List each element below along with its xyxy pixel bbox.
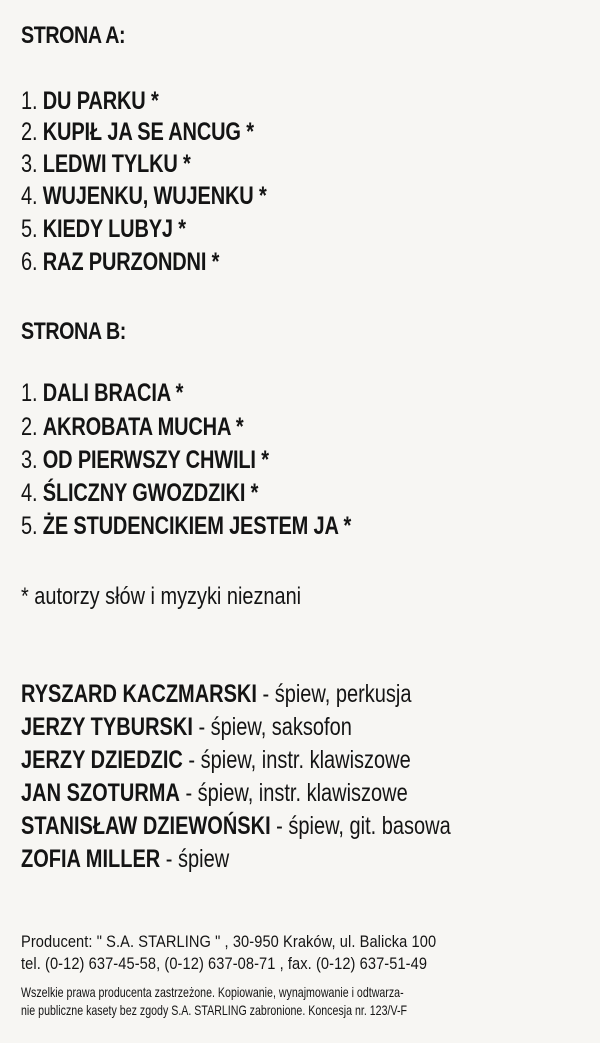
rights-notice-line-2: nie publiczne kasety bez zgody S.A. STARLING zabronione. Koncesja nr. 123/V-F <box>21 1002 408 1018</box>
side-a-track-3 <box>21 150 191 179</box>
producer-phones: tel. (0-12) 637-45-58, (0-12) 637-08-71 , fax. (0-12) 637-51-49 <box>21 954 428 973</box>
side-a-track-4 <box>21 182 267 211</box>
track-number: 1. <box>21 87 38 115</box>
member-role: - śpiew, git. basowa <box>270 812 451 840</box>
side-a-heading: STRONA A: <box>21 22 126 49</box>
member-role: - śpiew, instr. klawiszowe <box>182 746 411 774</box>
track-title: DU PARKU * <box>42 87 159 115</box>
track-title: RAZ PURZONDNI * <box>42 248 220 276</box>
side-b-track-1 <box>21 379 183 408</box>
track-title: DALI BRACIA * <box>42 379 184 407</box>
track-number: 4. <box>21 182 38 210</box>
member-row <box>21 713 352 742</box>
side-a-track-5 <box>21 215 186 244</box>
member-role: - śpiew, instr. klawiszowe <box>179 779 408 807</box>
side-b-track-5 <box>21 512 351 541</box>
side-b-heading: STRONA B: <box>21 318 126 345</box>
member-name: JAN SZOTURMA <box>21 779 180 807</box>
track-title: ŚLICZNY GWOZDZIKI * <box>42 479 259 507</box>
member-role: - śpiew <box>160 845 230 873</box>
member-name: JERZY DZIEDZIC <box>21 746 183 774</box>
track-title: KUPIŁ JA SE ANCUG * <box>42 118 254 146</box>
side-b-track-4 <box>21 479 258 508</box>
track-number: 3. <box>21 446 38 474</box>
track-number: 3. <box>21 150 38 178</box>
track-title: KIEDY LUBYJ * <box>42 215 186 243</box>
track-title: LEDWI TYLKU * <box>42 150 191 178</box>
producer-address: Producent: " S.A. STARLING " , 30-950 Kraków, ul. Balicka 100 <box>21 932 437 951</box>
member-row <box>21 680 411 709</box>
track-number: 4. <box>21 479 38 507</box>
member-name: ZOFIA MILLER <box>21 845 161 873</box>
track-title: WUJENKU, WUJENKU * <box>42 182 267 210</box>
member-role: - śpiew, saksofon <box>192 713 352 741</box>
track-number: 2. <box>21 413 38 441</box>
member-role: - śpiew, perkusja <box>256 680 412 708</box>
side-a-track-1 <box>21 87 159 116</box>
member-name: RYSZARD KACZMARSKI <box>21 680 257 708</box>
track-number: 5. <box>21 215 38 243</box>
side-b-track-3 <box>21 446 269 475</box>
member-row <box>21 845 229 874</box>
member-name: STANISŁAW DZIEWOŃSKI <box>21 812 271 840</box>
track-title: AKROBATA MUCHA * <box>42 413 244 441</box>
track-number: 6. <box>21 248 38 276</box>
member-row <box>21 779 408 808</box>
member-row <box>21 746 411 775</box>
track-number: 1. <box>21 379 38 407</box>
track-title: ŻE STUDENCIKIEM JESTEM JA * <box>42 512 352 540</box>
side-a-track-2 <box>21 118 254 147</box>
authors-footnote: * autorzy słów i myzyki nieznani <box>21 583 302 610</box>
track-number: 5. <box>21 512 38 540</box>
side-a-track-6 <box>21 248 219 277</box>
member-row <box>21 812 451 841</box>
member-name: JERZY TYBURSKI <box>21 713 193 741</box>
track-title: OD PIERWSZY CHWILI * <box>42 446 269 474</box>
side-b-track-2 <box>21 413 244 442</box>
rights-notice-line-1: Wszelkie prawa producenta zastrzeżone. Kopiowanie, wynajmowanie i odtwarza- <box>21 984 404 1000</box>
track-number: 2. <box>21 118 38 146</box>
